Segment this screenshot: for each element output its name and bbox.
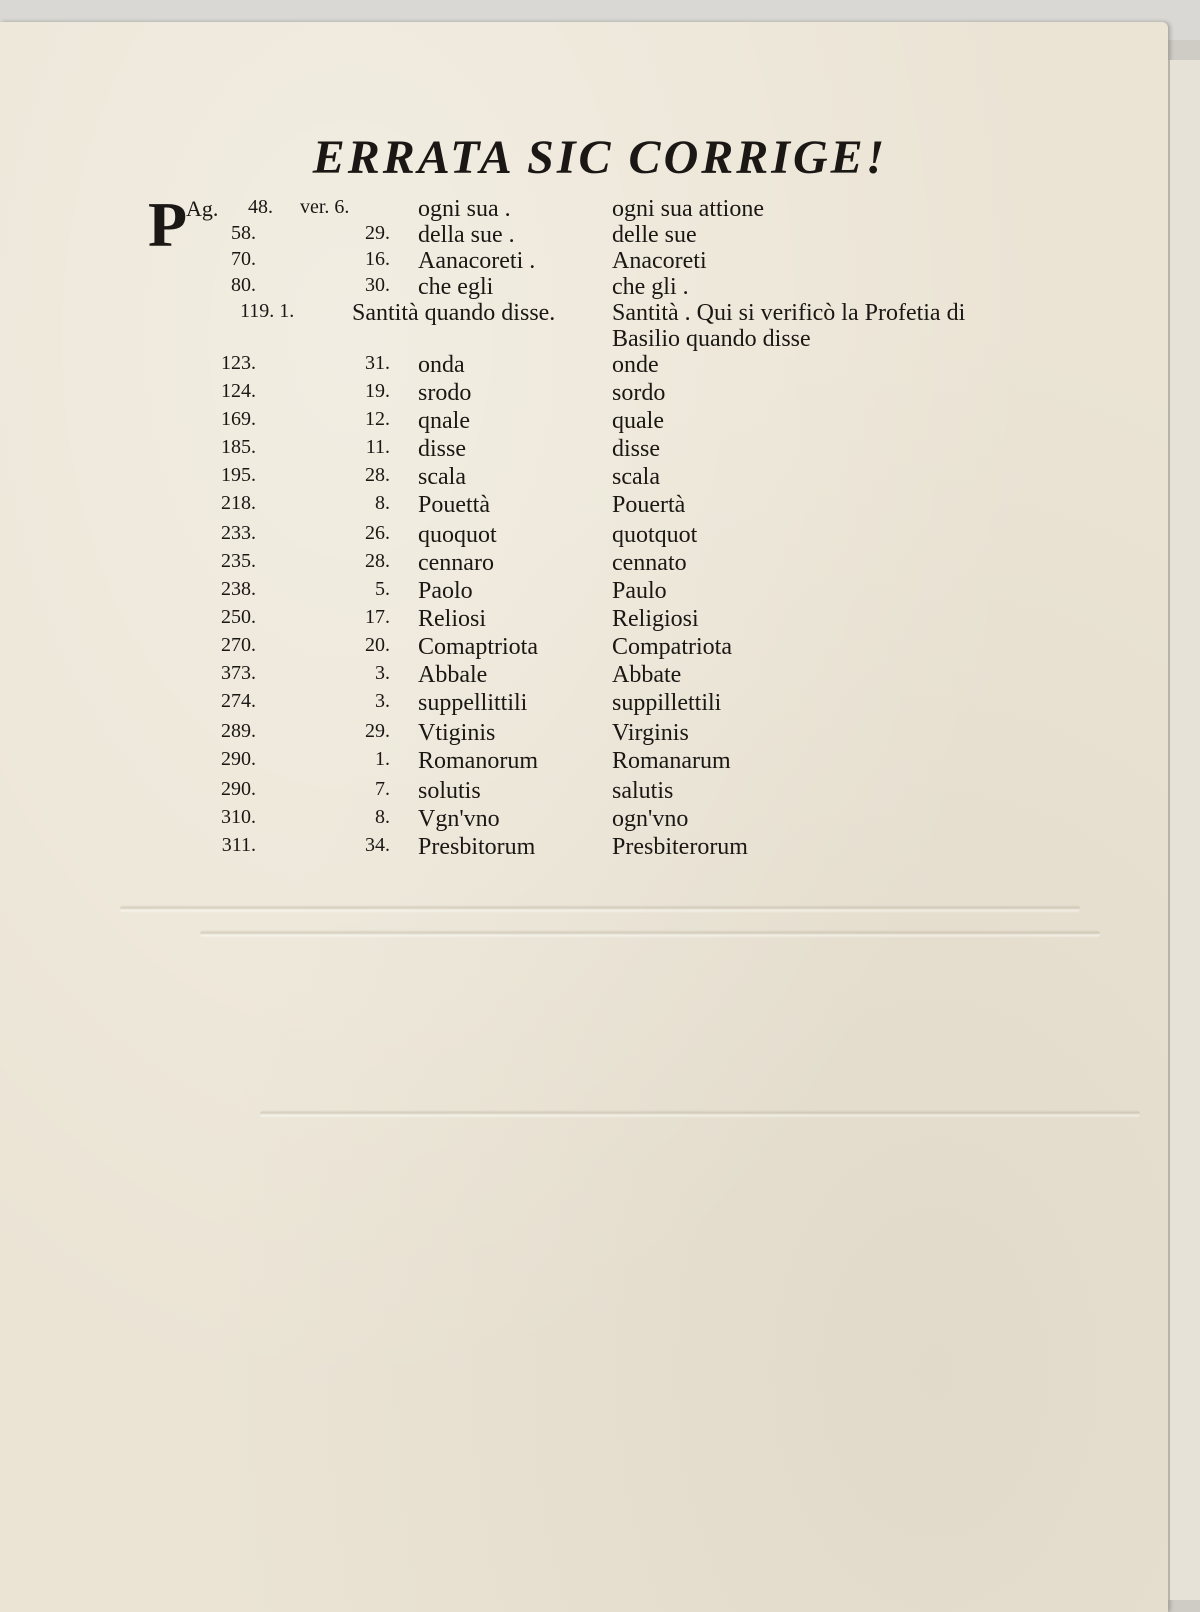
corrected-text: Presbiterorum: [612, 834, 748, 860]
erroneous-text: Pouettà: [418, 492, 490, 518]
page-number: 70.: [231, 248, 256, 270]
corrected-text: Romanarum: [612, 748, 731, 774]
page-number: 58.: [231, 222, 256, 244]
drop-cap: P: [148, 189, 188, 260]
line-number: 20.: [365, 634, 390, 656]
page-label: Ag.: [186, 196, 219, 221]
erroneous-text: Aanacoreti .: [418, 248, 536, 274]
errata-row: [0, 720, 1160, 748]
errata-row: [0, 834, 1160, 862]
page-number: 310.: [221, 806, 256, 828]
corrected-text: che gli .: [612, 274, 689, 300]
page-number: 123.: [221, 352, 256, 374]
page-number: 250.: [221, 606, 256, 628]
page-number: 289.: [221, 720, 256, 742]
line-number: 5.: [375, 578, 390, 600]
errata-row: [0, 662, 1160, 690]
erroneous-text: Presbitorum: [418, 834, 536, 860]
line-number: 12.: [365, 408, 390, 430]
page-number: 274.: [221, 690, 256, 712]
line-number: 28.: [365, 550, 390, 572]
paper-crease: [260, 1110, 1140, 1118]
corrected-text: delle sue: [612, 222, 697, 248]
errata-row: [0, 748, 1160, 776]
erroneous-text: Santità quando disse.: [352, 300, 556, 326]
erroneous-text: srodo: [418, 380, 472, 406]
errata-row: [0, 806, 1160, 834]
errata-row: [0, 274, 1160, 302]
page-title: ERRATA SIC CORRIGE!: [312, 131, 888, 184]
erroneous-text: Abbale: [418, 662, 488, 688]
erroneous-text: che egli: [418, 274, 494, 300]
corrected-text: ogn'vno: [612, 806, 689, 832]
page-number: 233.: [221, 522, 256, 544]
corrected-text-continued: Basilio quando disse: [612, 326, 811, 352]
errata-row: [0, 464, 1160, 492]
errata-row: [0, 222, 1160, 250]
line-number: 7.: [375, 778, 390, 800]
erroneous-text: onda: [418, 352, 465, 378]
corrected-text: scala: [612, 464, 660, 490]
errata-row: [0, 352, 1160, 380]
corrected-text: Virginis: [612, 720, 689, 746]
errata-row: [0, 196, 1160, 224]
erroneous-text: Romanorum: [418, 748, 538, 774]
page-number: 373.: [221, 662, 256, 684]
errata-row: [0, 380, 1160, 408]
errata-row: [0, 606, 1160, 634]
corrected-text: Compatriota: [612, 634, 732, 660]
page-number: 311.: [221, 834, 256, 856]
corrected-text: Anacoreti: [612, 248, 707, 274]
erroneous-text: cennaro: [418, 550, 494, 576]
line-number: 31.: [365, 352, 390, 374]
page-number: 238.: [221, 578, 256, 600]
line-number: 26.: [365, 522, 390, 544]
page-number: 119. 1.: [240, 300, 295, 322]
errata-row: [0, 492, 1160, 520]
page-number: 185.: [221, 436, 256, 458]
corrected-text: cennato: [612, 550, 687, 576]
erroneous-text: Reliosi: [418, 606, 487, 632]
erroneous-text: Vtiginis: [418, 720, 496, 746]
line-number: 19.: [365, 380, 390, 402]
line-number: 34.: [365, 834, 390, 856]
corrected-text: salutis: [612, 778, 674, 804]
line-number: 29.: [365, 720, 390, 742]
paper-crease: [120, 905, 1080, 913]
corrected-text: quotquot: [612, 522, 698, 548]
corrected-text: Paulo: [612, 578, 667, 604]
corrected-text: ogni sua attione: [612, 196, 764, 222]
errata-row: [0, 550, 1160, 578]
erroneous-text: Paolo: [418, 578, 473, 604]
errata-row: [0, 634, 1160, 662]
errata-row: [0, 408, 1160, 436]
corrected-text: quale: [612, 408, 664, 434]
corrected-text: suppillettili: [612, 690, 722, 716]
line-number: ver. 6.: [300, 196, 350, 218]
page-number: 235.: [221, 550, 256, 572]
line-number: 8.: [375, 492, 390, 514]
line-number: 16.: [365, 248, 390, 270]
paper-crease: [200, 930, 1100, 938]
errata-row: [0, 778, 1160, 806]
line-number: 3.: [375, 662, 390, 684]
page-number: 48.: [248, 196, 273, 218]
erroneous-text: Comaptriota: [418, 634, 538, 660]
line-number: 17.: [365, 606, 390, 628]
line-number: 29.: [365, 222, 390, 244]
errata-row: [0, 248, 1160, 276]
erroneous-text: suppellittili: [418, 690, 528, 716]
line-number: 11.: [365, 436, 390, 458]
line-number: 3.: [375, 690, 390, 712]
corrected-text: Santità . Qui si verificò la Profetia di: [612, 300, 966, 326]
page-number: 169.: [221, 408, 256, 430]
page-number: 290.: [221, 748, 256, 770]
line-number: 30.: [365, 274, 390, 296]
errata-row: [0, 578, 1160, 606]
corrected-text: sordo: [612, 380, 666, 406]
line-number: 1.: [375, 748, 390, 770]
errata-row: [0, 300, 1160, 352]
page-number: 290.: [221, 778, 256, 800]
erroneous-text: solutis: [418, 778, 481, 804]
erroneous-text: quoquot: [418, 522, 497, 548]
erroneous-text: della sue .: [418, 222, 515, 248]
erroneous-text: scala: [418, 464, 466, 490]
page-number: 124.: [221, 380, 256, 402]
erroneous-text: qnale: [418, 408, 470, 434]
erroneous-text: disse: [418, 436, 466, 462]
corrected-text: Religiosi: [612, 606, 699, 632]
errata-row: [0, 690, 1160, 718]
corrected-text: onde: [612, 352, 659, 378]
page-number: 218.: [221, 492, 256, 514]
page-edge: [1168, 60, 1200, 1600]
page-number: 80.: [231, 274, 256, 296]
line-number: 28.: [365, 464, 390, 486]
corrected-text: Abbate: [612, 662, 682, 688]
erroneous-text: Vgn'vno: [418, 806, 500, 832]
errata-row: [0, 436, 1160, 464]
corrected-text: disse: [612, 436, 660, 462]
erroneous-text: ogni sua .: [418, 196, 511, 222]
errata-row: [0, 522, 1160, 550]
corrected-text: Pouertà: [612, 492, 686, 518]
page-number: 270.: [221, 634, 256, 656]
page-number: 195.: [221, 464, 256, 486]
line-number: 8.: [375, 806, 390, 828]
